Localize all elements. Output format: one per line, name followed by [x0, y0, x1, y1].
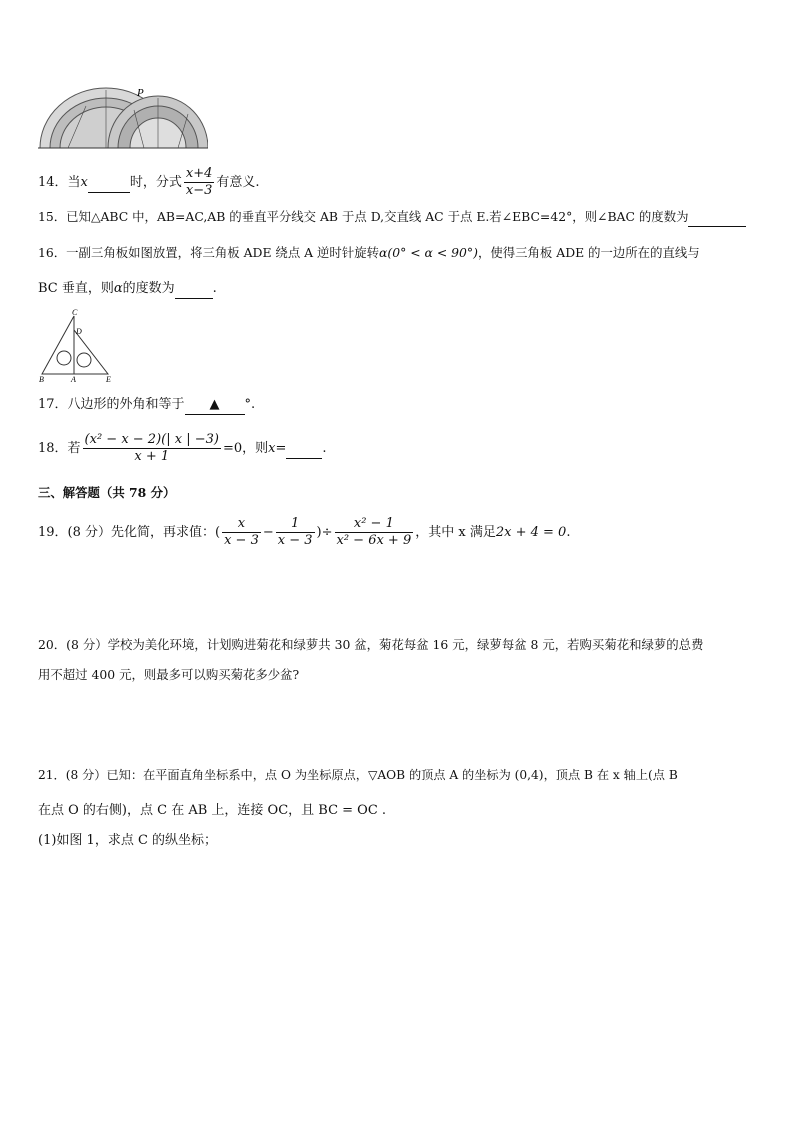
q17-blank-mark: ▲: [209, 397, 220, 412]
q14-frac-numerator: x+4: [185, 166, 213, 181]
q18-prefix: 18．若: [38, 441, 81, 456]
q16-answer-blank[interactable]: [175, 280, 213, 299]
question-21-part1: (1)如图 1，求点 C 的纵坐标；: [38, 833, 218, 848]
triangle-label-d: D: [76, 327, 82, 336]
question-18: [38, 432, 327, 465]
q19-fraction-1: [222, 516, 261, 549]
q19-end: .: [566, 525, 571, 540]
q17-answer-blank[interactable]: [185, 396, 245, 415]
question-16-line2: [38, 280, 217, 299]
q14-answer-blank[interactable]: [88, 174, 130, 193]
q16-line2: BC 垂直，则: [38, 281, 114, 296]
question-20-line2: 用不超过 400 元，则最多可以购买菊花多少盆?: [38, 667, 300, 682]
q18-frac-denominator: x + 1: [134, 449, 170, 464]
q19-div: )÷: [316, 525, 333, 540]
triangle-label-c: C: [72, 308, 78, 317]
q14-fraction: [184, 166, 215, 199]
q14-var: x: [80, 175, 88, 190]
q19-f3-numerator: x² − 1: [335, 516, 414, 533]
question-14: [38, 166, 260, 199]
q18-frac-numerator: (x² − x − 2)(| x | −3): [84, 432, 219, 447]
q18-mid: =0，则: [222, 441, 269, 456]
q16-period: .: [212, 281, 217, 296]
triangle-label-a: A: [71, 375, 76, 384]
q14-frac-denominator: x−3: [185, 183, 213, 198]
q14-mid: 时，分式: [129, 175, 182, 190]
q19-f3-denominator: x² − 6x + 9: [336, 533, 412, 548]
q19-fraction-2: [276, 516, 315, 549]
triangle-label-e: E: [106, 375, 111, 384]
protractor-figure: [38, 84, 208, 150]
question-16-line1: [38, 244, 700, 262]
q16-line1-end: ，使得三角板 ADE 的一边所在的直线与: [477, 245, 700, 260]
q19-f1-denominator: x − 3: [224, 533, 259, 548]
q19-fraction-3: [335, 516, 414, 549]
triangle-label-b: B: [39, 375, 44, 384]
q16-line2-end: 的度数为: [122, 281, 175, 296]
q16-line1: 16．一副三角板如图放置，将三角板 ADE 绕点 A 逆时针旋转: [38, 245, 379, 260]
q19-f1-numerator: x: [222, 516, 261, 533]
question-21-line2: 在点 O 的右侧)，点 C 在 AB 上，连接 OC，且 BC = OC .: [38, 803, 387, 818]
q18-fraction: [83, 432, 221, 465]
protractor-label-p: P: [137, 87, 144, 99]
q18-answer-blank[interactable]: [286, 440, 322, 459]
question-17: [38, 396, 255, 415]
q15-text: 15．已知△ABC 中，AB=AC,AB 的垂直平分线交 AB 于点 D,交直线 AC 于点 E.若∠EBC=42°，则∠BAC 的度数为: [38, 209, 689, 224]
question-20-line1: 20．(8 分）学校为美化环境，计划购进菊花和绿萝共 30 盆，菊花每盆 16 元，绿萝每盆 8 元，若购买菊花和绿萝的总费: [38, 637, 704, 652]
q17-suffix: °.: [244, 397, 256, 412]
q16-alpha-range: α(0° < α < 90°): [379, 245, 478, 260]
q19-minus: −: [262, 525, 274, 540]
question-15: [38, 208, 746, 227]
q19-f2-numerator: 1: [276, 516, 315, 533]
triangles-figure: [36, 308, 116, 384]
question-19: [38, 516, 570, 549]
section-3-title: 三、解答题（共 78 分）: [38, 485, 176, 500]
q19-prefix: 19．(8 分）先化简，再求值：(: [38, 525, 221, 540]
q18-var: x=: [268, 441, 287, 456]
q14-prefix: 14．当: [38, 175, 81, 190]
q15-answer-blank[interactable]: [688, 208, 746, 227]
q16-alpha: α: [113, 281, 123, 296]
q19-condition: ，其中 x 满足: [415, 525, 496, 540]
question-21-line1: 21．(8 分）已知：在平面直角坐标系中，点 O 为坐标原点，▽AOB 的顶点 A 的坐标为 (0,4)，顶点 B 在 x 轴上(点 B: [38, 768, 678, 782]
q17-prefix: 17．八边形的外角和等于: [38, 397, 185, 412]
q19-equation: 2x + 4 = 0: [495, 525, 567, 540]
q18-suffix: .: [322, 441, 327, 456]
q14-suffix: 有意义.: [216, 175, 260, 190]
q19-f2-denominator: x − 3: [277, 533, 313, 548]
